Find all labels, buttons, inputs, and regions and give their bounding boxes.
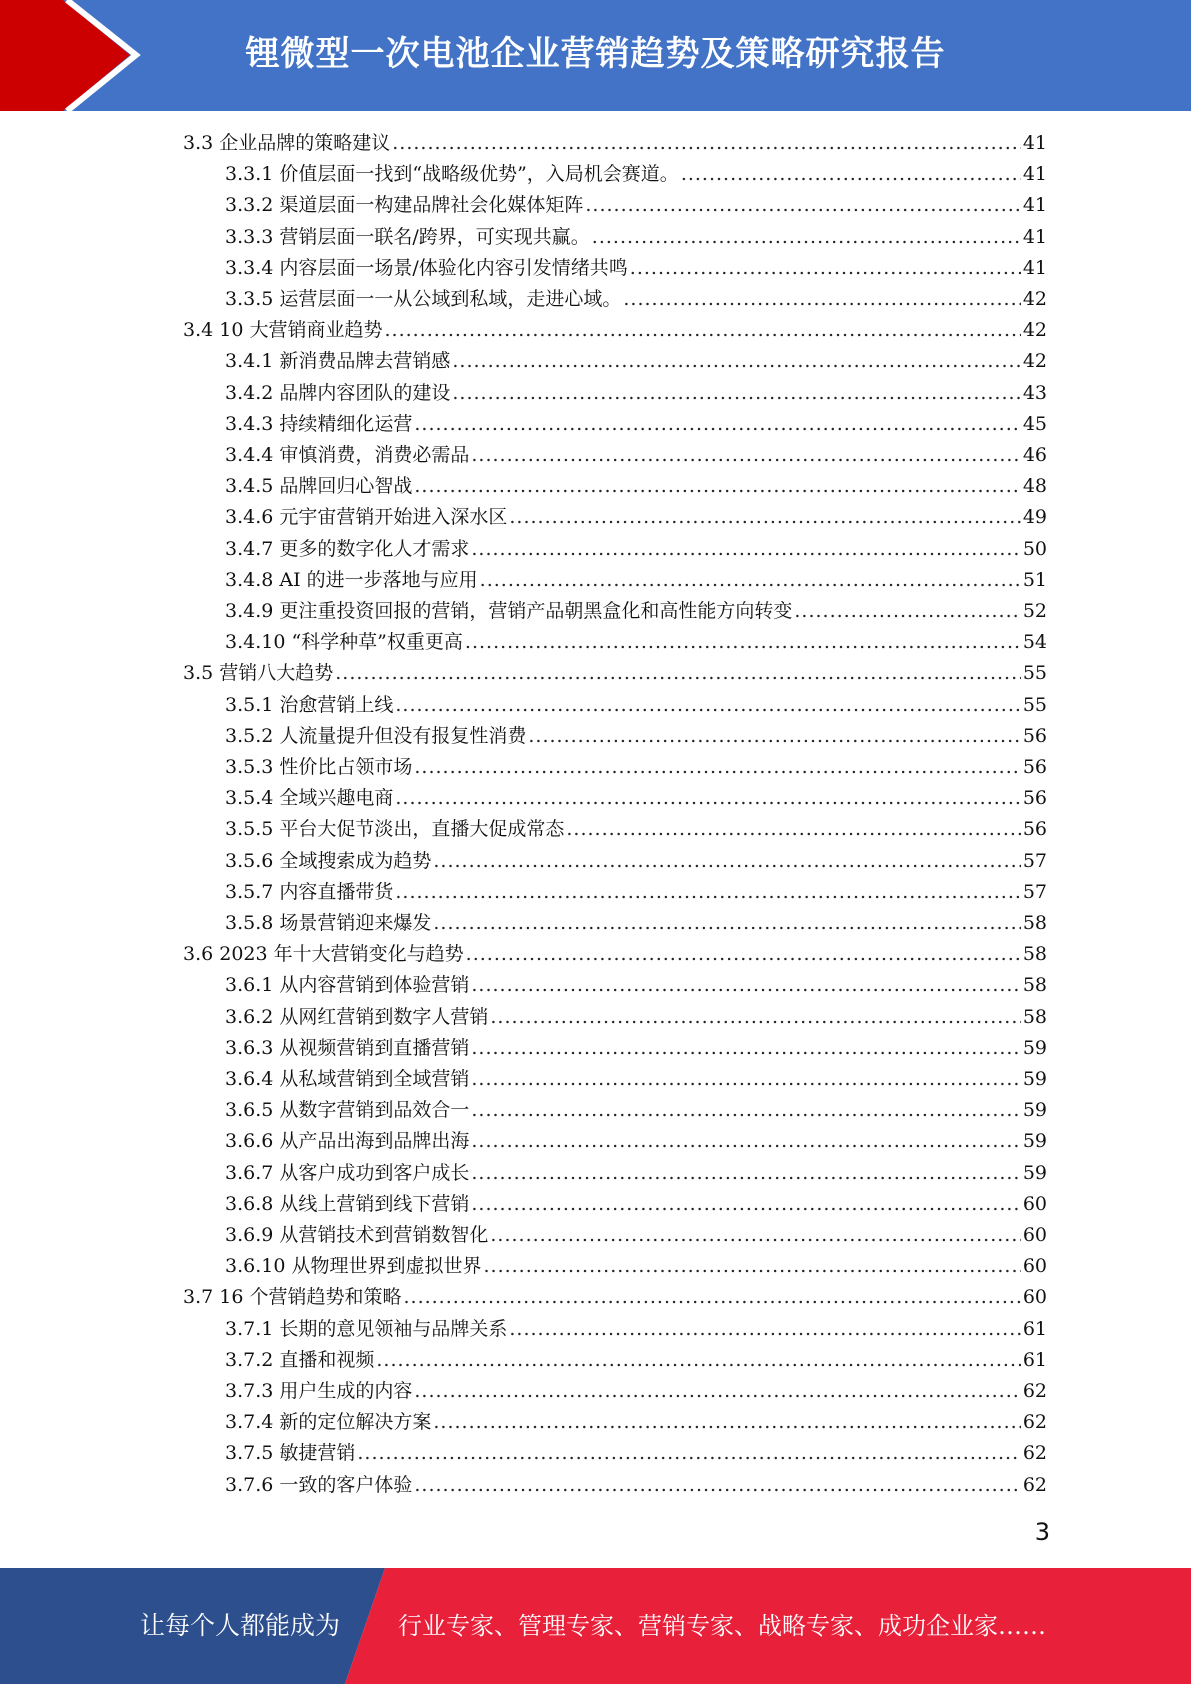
toc-subsection-entry[interactable]: [225, 378, 1047, 409]
toc-entry-title: 3.6 2023 年十大营销变化与趋势: [183, 943, 464, 966]
toc-page-number: 52: [1022, 600, 1047, 622]
toc-page-number: 58: [1022, 943, 1047, 966]
toc-dot-leader: [483, 1251, 1020, 1282]
toc-entry-title: 3.7.4 新的定位解决方案: [225, 1411, 432, 1434]
toc-entry-title: 3.7 16 个营销趋势和策略: [183, 1286, 402, 1309]
toc-subsection-entry[interactable]: [225, 877, 1047, 908]
toc-page-number: 42: [1022, 288, 1047, 310]
toc-subsection-entry[interactable]: [225, 1002, 1047, 1033]
toc-entry-title: 3.4.8 AI 的进一步落地与应用: [225, 568, 478, 591]
toc-entry-title: 3.7.1 长期的意见领袖与品牌关系: [225, 1317, 508, 1340]
toc-dot-leader: [681, 159, 1021, 190]
toc-dot-leader: [471, 1189, 1020, 1220]
toc-page-number: 59: [1022, 1036, 1047, 1059]
toc-dot-leader: [466, 939, 1021, 970]
toc-dot-leader: [414, 752, 1020, 783]
toc-subsection-entry[interactable]: [225, 1064, 1047, 1095]
report-title: 锂微型一次电池企业营销趋势及策略研究报告: [245, 34, 946, 74]
toc-dot-leader: [471, 970, 1020, 1001]
toc-page-number: 41: [1022, 194, 1047, 217]
toc-subsection-entry[interactable]: [225, 1407, 1047, 1438]
toc-entry-title: 3.6.6 从产品出海到品牌出海: [225, 1130, 470, 1153]
toc-dot-leader: [433, 908, 1020, 939]
toc-page-number: 41: [1022, 132, 1047, 154]
toc-subsection-entry[interactable]: [225, 1438, 1047, 1469]
toc-dot-leader: [384, 315, 1020, 346]
toc-dot-leader: [465, 627, 1021, 658]
toc-page-number: 60: [1022, 1224, 1047, 1246]
toc-page-number: 58: [1022, 912, 1047, 934]
toc-page-number: 58: [1022, 1005, 1047, 1028]
toc-page-number: 57: [1022, 849, 1047, 872]
toc-entry-title: 3.3.4 内容层面一场景/体验化内容引发情绪共鸣: [225, 256, 628, 279]
toc-dot-leader: [433, 1407, 1020, 1438]
toc-entry-title: 3.6.5 从数字营销到品效合一: [225, 1099, 470, 1122]
toc-entry-title: 3.6.8 从线上营销到线下营销: [225, 1192, 470, 1215]
toc-dot-leader: [433, 846, 1020, 877]
toc-entry-title: 3.4.7 更多的数字化人才需求: [225, 537, 470, 560]
toc-page-number: 57: [1022, 880, 1047, 903]
toc-dot-leader: [395, 690, 1020, 721]
toc-dot-leader: [471, 1126, 1020, 1157]
toc-page-number: 48: [1022, 475, 1047, 498]
toc-entry-title: 3.5.1 治愈营销上线: [225, 693, 394, 716]
toc-entry-title: 3.3.1 价值层面一找到“战略级优势”，入局机会赛道。: [225, 163, 679, 186]
toc-entry-title: 3.6.1 从内容营销到体验营销: [225, 974, 470, 997]
toc-entry-title: 3.4.2 品牌内容团队的建设: [225, 381, 451, 404]
toc-page-number: 62: [1022, 1473, 1047, 1496]
toc-entry-title: 3.5.5 平台大促节淡出，直播大促成常态: [225, 818, 565, 841]
toc-dot-leader: [794, 596, 1020, 627]
toc-section-entry[interactable]: [183, 658, 1047, 689]
toc-dot-leader: [471, 1158, 1020, 1189]
toc-subsection-entry[interactable]: [225, 284, 1047, 315]
toc-dot-leader: [414, 471, 1020, 502]
toc-page-number: 46: [1022, 444, 1047, 466]
toc-dot-leader: [452, 378, 1020, 409]
toc-page-number: 60: [1022, 1255, 1047, 1278]
toc-entry-title: 3.4 10 大营销商业趋势: [183, 319, 383, 342]
toc-dot-leader: [471, 1033, 1020, 1064]
toc-subsection-entry[interactable]: [225, 596, 1047, 627]
toc-dot-leader: [403, 1282, 1020, 1313]
toc-entry-title: 3.4.9 更注重投资回报的营销，营销产品朝黑盒化和高性能方向转变: [225, 600, 793, 622]
toc-dot-leader: [395, 783, 1020, 814]
toc-subsection-entry[interactable]: [225, 346, 1047, 377]
toc-subsection-entry[interactable]: [225, 440, 1047, 471]
toc-subsection-entry[interactable]: [225, 1189, 1047, 1220]
toc-entry-title: 3.5.4 全域兴趣电商: [225, 787, 394, 810]
toc-page-number: 42: [1022, 319, 1047, 342]
toc-page-number: 62: [1022, 1442, 1047, 1465]
toc-subsection-entry[interactable]: [225, 471, 1047, 502]
page-number: 3: [1034, 1518, 1050, 1546]
toc-subsection-entry[interactable]: [225, 565, 1047, 596]
toc-entry-title: 3.6.4 从私域营销到全域营销: [225, 1068, 470, 1090]
toc-dot-leader: [471, 1064, 1020, 1095]
toc-page-number: 56: [1022, 818, 1047, 841]
toc-subsection-entry[interactable]: [225, 970, 1047, 1001]
toc-subsection-entry[interactable]: [225, 1314, 1047, 1345]
footer-banner: [0, 1568, 1191, 1684]
toc-dot-leader: [480, 565, 1021, 596]
toc-dot-leader: [471, 440, 1020, 471]
toc-entry-title: 3.7.2 直播和视频: [225, 1348, 375, 1371]
toc-subsection-entry[interactable]: [225, 814, 1047, 845]
toc-entry-title: 3.5.6 全域搜索成为趋势: [225, 849, 432, 872]
footer-slogan-left: 让每个人都能成为: [140, 1611, 341, 1640]
toc-dot-leader: [414, 1376, 1020, 1407]
toc-section-entry[interactable]: [183, 1282, 1047, 1313]
toc-page-number: 45: [1022, 412, 1047, 435]
toc-page-number: 41: [1022, 163, 1047, 186]
toc-entry-title: 3.7.5 敏捷营销: [225, 1442, 356, 1465]
toc-subsection-entry[interactable]: [225, 159, 1047, 190]
toc-subsection-entry[interactable]: [225, 409, 1047, 440]
toc-page-number: 49: [1022, 506, 1047, 529]
toc-dot-leader: [335, 658, 1021, 689]
toc-dot-leader: [623, 284, 1020, 315]
toc-entry-title: 3.4.4 审慎消费，消费必需品: [225, 444, 470, 466]
toc-page-number: 60: [1022, 1286, 1047, 1309]
toc-dot-leader: [395, 877, 1020, 908]
toc-subsection-entry[interactable]: [225, 222, 1047, 253]
toc-page-number: 58: [1022, 974, 1047, 997]
toc-entry-title: 3.4.6 元宇宙营销开始进入深水区: [225, 506, 508, 529]
toc-subsection-entry[interactable]: [225, 1158, 1047, 1189]
toc-dot-leader: [490, 1220, 1020, 1251]
toc-dot-leader: [471, 534, 1020, 565]
toc-entry-title: 3.4.5 品牌回归心智战: [225, 475, 413, 498]
toc-entry-title: 3.6.10 从物理世界到虚拟世界: [225, 1255, 482, 1278]
toc-subsection-entry[interactable]: [225, 721, 1047, 752]
toc-entry-title: 3.6.7 从客户成功到客户成长: [225, 1161, 470, 1184]
toc-dot-leader: [414, 1470, 1020, 1501]
toc-section-entry[interactable]: [183, 315, 1047, 346]
toc-subsection-entry[interactable]: [225, 190, 1047, 221]
toc-subsection-entry[interactable]: [225, 1376, 1047, 1407]
report-header: [0, 0, 1191, 111]
toc-page-number: 61: [1022, 1317, 1047, 1340]
toc-subsection-entry[interactable]: [225, 1220, 1047, 1251]
toc-page-number: 56: [1022, 756, 1047, 778]
toc-entry-title: 3.6.3 从视频营销到直播营销: [225, 1036, 470, 1059]
toc-entry-title: 3.4.10 “科学种草”权重更高: [225, 631, 463, 654]
toc-dot-leader: [585, 190, 1020, 221]
toc-entry-title: 3.6.2 从网红营销到数字人营销: [225, 1005, 489, 1028]
toc-dot-leader: [414, 409, 1020, 440]
toc-subsection-entry[interactable]: [225, 1095, 1047, 1126]
toc-subsection-entry[interactable]: [225, 534, 1047, 565]
toc-subsection-entry[interactable]: [225, 502, 1047, 533]
toc-entry-title: 3.5 营销八大趋势: [183, 662, 334, 685]
toc-page-number: 62: [1022, 1380, 1047, 1402]
toc-entry-title: 3.5.2 人流量提升但没有报复性消费: [225, 724, 527, 747]
toc-entry-title: 3.3.5 运营层面一一从公域到私域，走进心域。: [225, 288, 622, 310]
toc-dot-leader: [528, 721, 1020, 752]
toc-subsection-entry[interactable]: [225, 690, 1047, 721]
toc-entry-title: 3.4.1 新消费品牌去营销感: [225, 350, 451, 373]
toc-page-number: 59: [1022, 1099, 1047, 1122]
toc-subsection-entry[interactable]: [225, 627, 1047, 658]
toc-subsection-entry[interactable]: [225, 1033, 1047, 1064]
toc-dot-leader: [630, 253, 1021, 284]
toc-page-number: 55: [1022, 662, 1047, 685]
toc-page-number: 43: [1022, 381, 1047, 404]
toc-dot-leader: [592, 222, 1021, 253]
toc-subsection-entry[interactable]: [225, 752, 1047, 783]
toc-page-number: 60: [1022, 1192, 1047, 1215]
toc-page-number: 56: [1022, 724, 1047, 747]
toc-page-number: 50: [1022, 537, 1047, 560]
toc-entry-title: 3.3.3 营销层面一联名/跨界，可实现共赢。: [225, 225, 590, 248]
toc-dot-leader: [452, 346, 1020, 377]
toc-page-number: 51: [1022, 568, 1047, 591]
toc-subsection-entry[interactable]: [225, 908, 1047, 939]
toc-subsection-entry[interactable]: [225, 846, 1047, 877]
toc-entry-title: 3.5.7 内容直播带货: [225, 880, 394, 903]
toc-page-number: 54: [1022, 631, 1047, 654]
toc-section-entry[interactable]: [183, 128, 1047, 159]
toc-dot-leader: [509, 1314, 1020, 1345]
toc-entry-title: 3.6.9 从营销技术到营销数智化: [225, 1224, 489, 1246]
toc-subsection-entry[interactable]: [225, 783, 1047, 814]
toc-entry-title: 3.7.3 用户生成的内容: [225, 1380, 413, 1402]
toc-section-entry[interactable]: [183, 939, 1047, 970]
toc-page-number: 56: [1022, 787, 1047, 810]
toc-dot-leader: [509, 502, 1020, 533]
toc-subsection-entry[interactable]: [225, 1126, 1047, 1157]
toc-entry-title: 3.5.8 场景营销迎来爆发: [225, 912, 432, 934]
toc-entry-title: 3.7.6 一致的客户体验: [225, 1473, 413, 1496]
toc-entry-title: 3.4.3 持续精细化运营: [225, 412, 413, 435]
toc-page-number: 41: [1022, 225, 1047, 248]
footer-slogan-right: 行业专家、管理专家、营销专家、战略专家、成功企业家……: [398, 1612, 1046, 1640]
toc-subsection-entry[interactable]: [225, 1470, 1047, 1501]
toc-entry-title: 3.5.3 性价比占领市场: [225, 756, 413, 778]
toc-dot-leader: [357, 1438, 1020, 1469]
toc-page-number: 62: [1022, 1411, 1047, 1434]
toc-subsection-entry[interactable]: [225, 253, 1047, 284]
toc-subsection-entry[interactable]: [225, 1251, 1047, 1282]
toc-page-number: 59: [1022, 1068, 1047, 1090]
toc-page-number: 59: [1022, 1161, 1047, 1184]
toc-page-number: 41: [1022, 256, 1047, 279]
toc-entry-title: 3.3.2 渠道层面一构建品牌社会化媒体矩阵: [225, 194, 584, 217]
toc-page-number: 59: [1022, 1130, 1047, 1153]
toc-dot-leader: [471, 1095, 1020, 1126]
toc-page-number: 55: [1022, 693, 1047, 716]
toc-page-number: 61: [1022, 1348, 1047, 1371]
toc-dot-leader: [392, 128, 1021, 159]
toc-entry-title: 3.3 企业品牌的策略建议: [183, 132, 391, 154]
toc-dot-leader: [566, 814, 1020, 845]
toc-page-number: 42: [1022, 350, 1047, 373]
toc-subsection-entry[interactable]: [225, 1345, 1047, 1376]
toc-dot-leader: [376, 1345, 1020, 1376]
toc-dot-leader: [490, 1002, 1020, 1033]
